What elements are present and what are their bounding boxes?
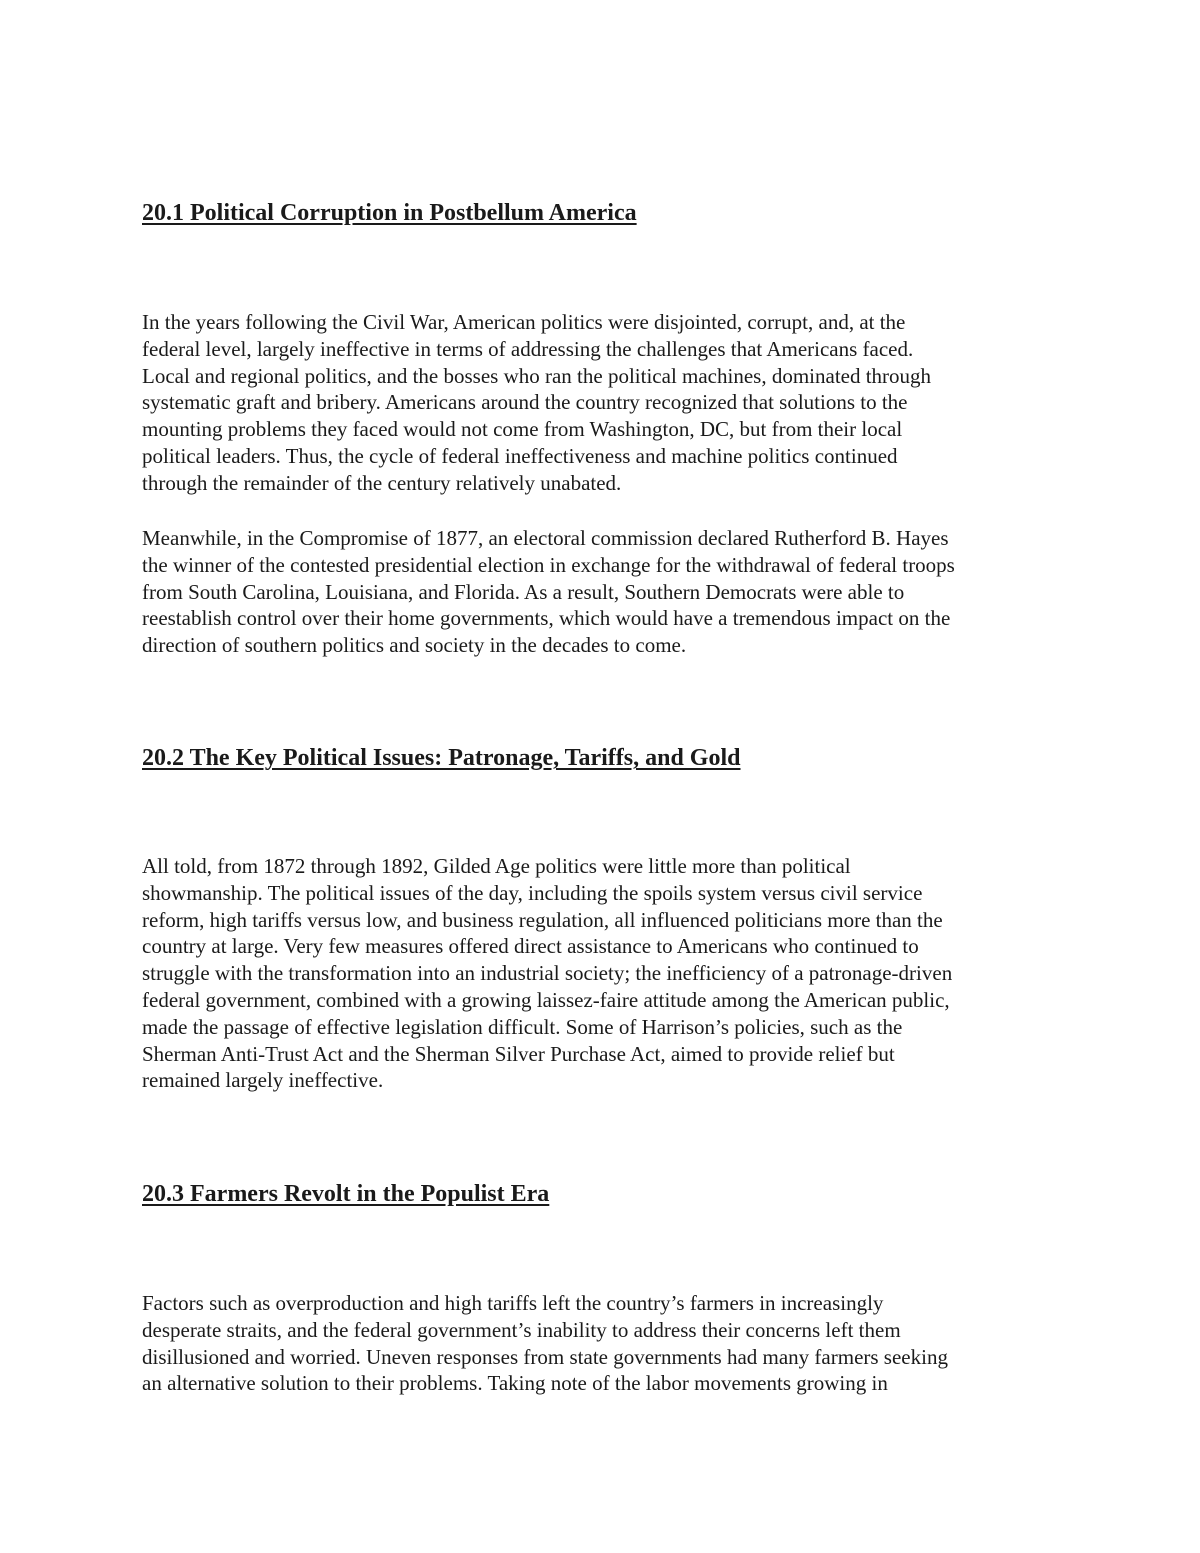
text-line: made the passage of effective legislation difficult. Some of Harrison’s policies, such as the <box>142 1014 903 1039</box>
text-line: struggle with the transformation into an industrial society; the inefficiency of a patronage-driven <box>142 961 953 986</box>
text-line: In the years following the Civil War, American politics were disjointed, corrupt, and, at the <box>142 310 906 334</box>
text-line: disillusioned and worried. Uneven responses from state governments had many farmers seeking <box>142 1344 948 1369</box>
paragraph-compromise-1877 <box>142 525 1062 659</box>
text-line: from South Carolina, Louisiana, and Florida. As a result, Southern Democrats were able to <box>142 579 905 604</box>
text-line: political leaders. Thus, the cycle of federal ineffectiveness and machine politics continued <box>142 443 898 468</box>
text-line: Local and regional politics, and the bosses who ran the political machines, dominated through <box>142 363 932 388</box>
text-line: country at large. Very few measures offered direct assistance to Americans who continued to <box>142 934 919 959</box>
paragraph-civil-war-politics <box>142 309 1062 497</box>
text-line: reform, high tariffs versus low, and business regulation, all influenced politicians more than the <box>142 907 943 932</box>
text-line: systematic graft and bribery. Americans around the country recognized that solutions to the <box>142 390 908 415</box>
text-line: through the remainder of the century relatively unabated. <box>142 470 622 495</box>
section-heading-20-1: 20.1 Political Corruption in Postbellum America <box>142 200 637 226</box>
text-line: Factors such as overproduction and high tariffs left the country’s farmers in increasingly <box>142 1291 884 1315</box>
text-line: remained largely ineffective. <box>142 1068 384 1093</box>
text-line: All told, from 1872 through 1892, Gilded Age politics were little more than political <box>142 854 851 878</box>
text-line: federal level, largely ineffective in terms of addressing the challenges that Americans faced. <box>142 336 914 361</box>
paragraph-farmers-revolt <box>142 1290 1062 1397</box>
text-line: desperate straits, and the federal government’s inability to address their concerns left them <box>142 1317 901 1342</box>
section-heading-20-3: 20.3 Farmers Revolt in the Populist Era <box>142 1181 550 1207</box>
text-line: showmanship. The political issues of the day, including the spoils system versus civil service <box>142 880 923 905</box>
text-line: reestablish control over their home governments, which would have a tremendous impact on the <box>142 606 951 631</box>
text-line: direction of southern politics and society in the decades to come. <box>142 633 687 658</box>
text-line: Meanwhile, in the Compromise of 1877, an electoral commission declared Rutherford B. Hayes <box>142 526 949 550</box>
text-line: mounting problems they faced would not come from Washington, DC, but from their local <box>142 417 903 442</box>
section-heading-20-2: 20.2 The Key Political Issues: Patronage, Tariffs, and Gold <box>142 745 741 771</box>
text-line: Sherman Anti-Trust Act and the Sherman Silver Purchase Act, aimed to provide relief but <box>142 1041 895 1066</box>
paragraph-gilded-age-politics <box>142 853 1062 1094</box>
text-line: an alternative solution to their problems. Taking note of the labor movements growing in <box>142 1371 888 1396</box>
text-line: federal government, combined with a growing laissez-faire attitude among the American public, <box>142 987 950 1012</box>
text-line: the winner of the contested presidential election in exchange for the withdrawal of federal troops <box>142 552 955 577</box>
